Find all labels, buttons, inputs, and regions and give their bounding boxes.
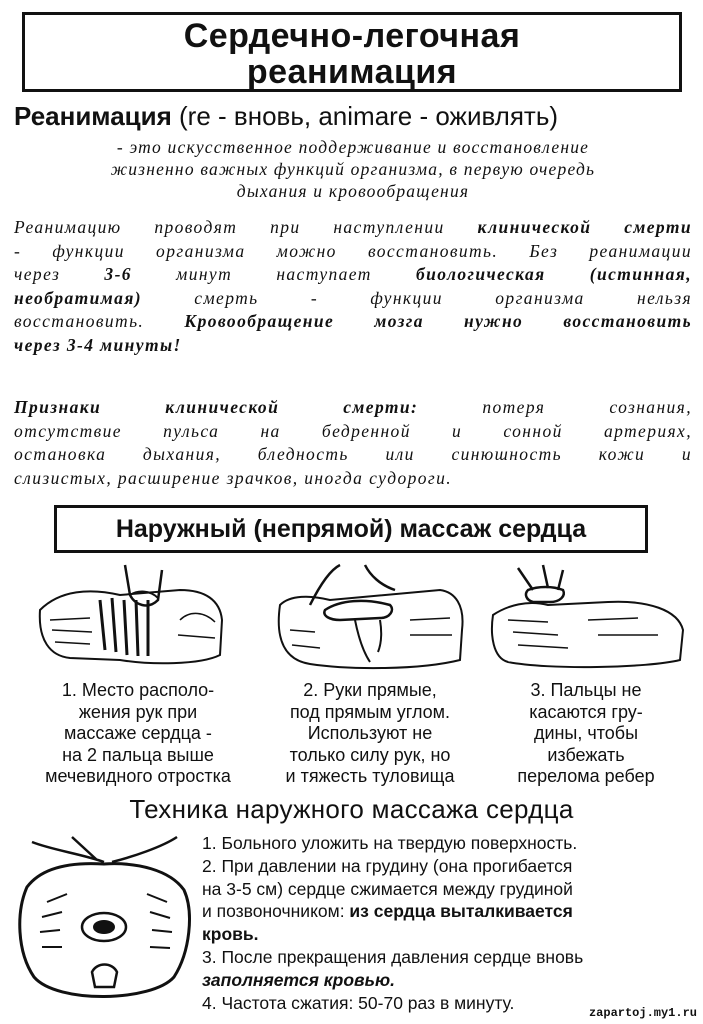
paragraph-line: - функции организма можно восстановить. Без реанимации xyxy=(14,240,692,261)
paragraph-line: Реанимацию проводят при наступлении клинической смерти xyxy=(14,217,692,237)
page-title-line-2: реанимация xyxy=(246,53,458,91)
definition-line: дыхания и кровообращения xyxy=(236,181,470,201)
straight-arms-icon xyxy=(270,560,470,678)
step-1: 1. Больного уложить на твердую поверхность. xyxy=(202,833,578,853)
paragraph-line: слизистых, расширение зрачков, иногда судороги. xyxy=(14,467,453,488)
paragraph-line: через 3-6 минут наступает биологическая (истинная, xyxy=(14,264,692,284)
technique-title: Техника наружного массажа сердца xyxy=(129,794,574,824)
clinical-death-paragraph xyxy=(14,216,692,357)
step-2-line: кровь. xyxy=(202,924,259,945)
etymology: (re - вновь, animare - оживлять) xyxy=(171,101,559,131)
figure-caption: 2. Руки прямые, под прямым углом. Используют не только силу рук, но и тяжесть туловища xyxy=(285,680,455,786)
step-2-line: на 3-5 см) сердце сжимается между грудиной xyxy=(202,878,573,899)
step-2-line: 2. При давлении на грудину (она прогибается xyxy=(202,855,573,876)
definition-line: - это искусственное поддерживание и восстановление xyxy=(116,137,590,157)
paragraph-line: остановка дыхания, бледность или синюшность кожи и xyxy=(14,444,692,464)
hands-on-chest-icon xyxy=(30,560,230,678)
figure-caption: 3. Пальцы не касаются гру- дины, чтобы избежать перелома ребер xyxy=(517,680,655,786)
step-4: 4. Частота сжатия: 50-70 раз в минуту. xyxy=(202,992,515,1013)
step-3-line: 3. После прекращения давления сердце вновь xyxy=(202,946,584,967)
paragraph-line: необратимая) смерть - функции организма нельзя xyxy=(14,287,692,308)
resuscitation-headline xyxy=(14,100,694,132)
definition-line: жизненно важных функций организма, в первую очередь xyxy=(110,159,596,179)
watermark: zapartoj.my1.ru xyxy=(588,1006,697,1020)
fingers-raised-icon xyxy=(488,560,688,678)
definition xyxy=(18,136,688,202)
technique-steps xyxy=(202,832,692,1014)
chest-cross-section-icon xyxy=(12,832,197,1012)
paragraph-line: через 3-4 минуты! xyxy=(14,334,182,355)
step-2-line: и позвоночником: из сердца выталкивается xyxy=(202,901,573,922)
signs-paragraph xyxy=(14,396,692,490)
title-box xyxy=(22,12,682,92)
page-title-line-1: Сердечно-легочная xyxy=(183,17,521,55)
massage-section-title: Наружный (непрямой) массаж сердца xyxy=(54,505,648,553)
paragraph-line: отсутствие пульса на бедренной и сонной артериях, xyxy=(14,420,692,441)
term: Реанимация xyxy=(14,101,172,131)
paragraph-line: восстановить. Кровообращение мозга нужно восстановить xyxy=(14,311,693,331)
step-3-line: заполняется кровью. xyxy=(202,969,395,990)
paragraph-line: Признаки клинической смерти: потеря сознания, xyxy=(14,397,692,417)
figure-caption: 1. Место располо- жения рук при массаже сердца - на 2 пальца выше мечевидного отростка xyxy=(45,680,231,786)
